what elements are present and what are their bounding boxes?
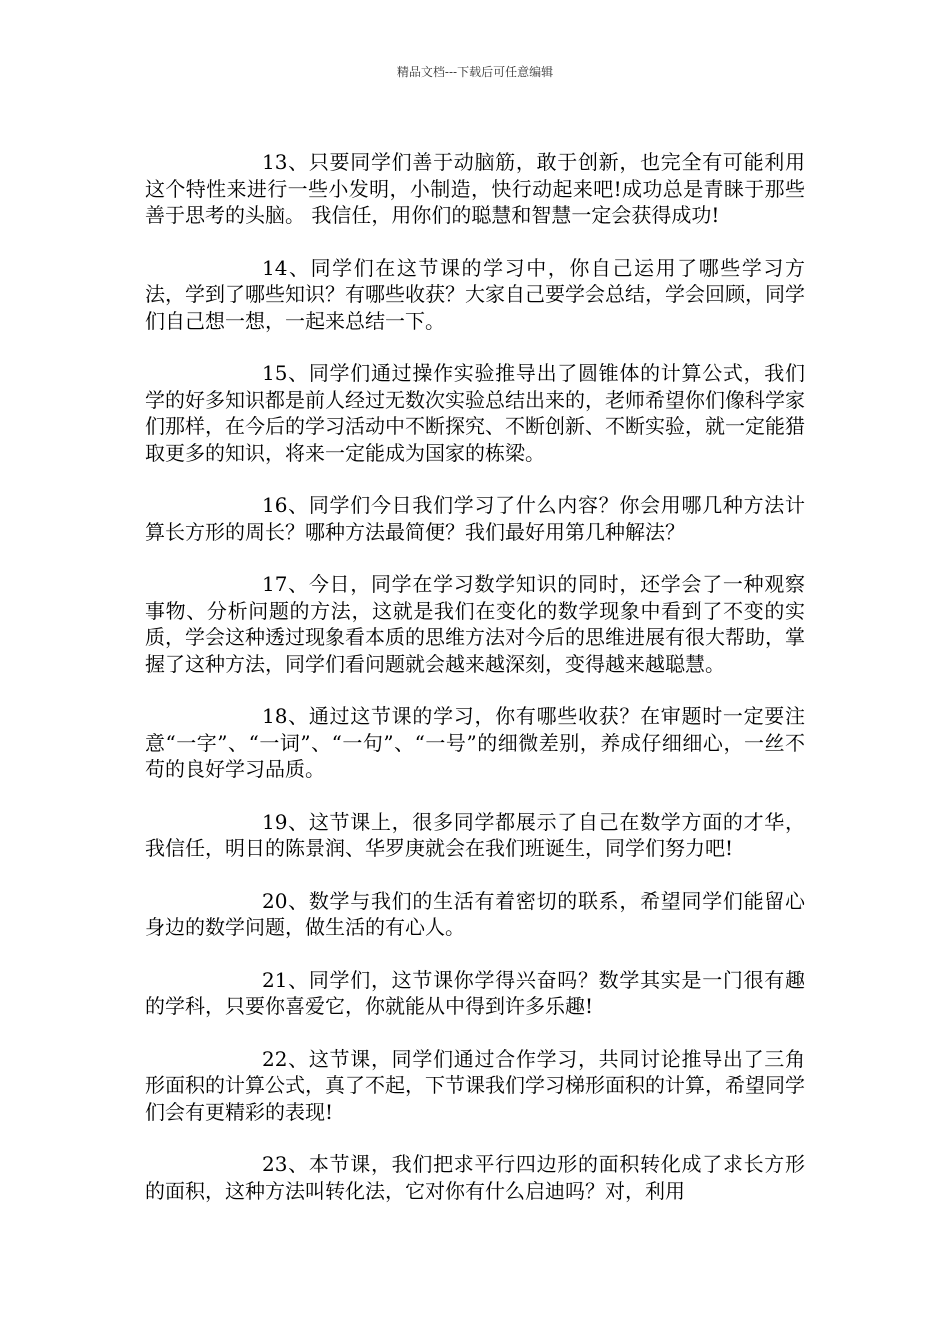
paragraph-22: 22、这节课，同学们通过合作学习，共同讨论推导出了三角形面积的计算公式，真了不起，下节课我们学习梯形面积的计算，希望同学们会有更精彩的表现! [145, 1046, 805, 1124]
paragraph-15: 15、同学们通过操作实验推导出了圆锥体的计算公式，我们学的好多知识都是前人经过无数次实验总结出来的，老师希望你们像科学家们那样，在今后的学习活动中不断探究、不断创新、不断实验，就一定能猎取更多的知识，将来一定能成为国家的栋梁。 [145, 361, 805, 465]
paragraph-16: 16、同学们今日我们学习了什么内容？你会用哪几种方法计算长方形的周长？哪种方法最简便？我们最好用第几种解法？ [145, 493, 805, 544]
paragraph-18: 18、通过这节课的学习，你有哪些收获？在审题时一定要注意“一字”、“一词”、“一句”、“一号”的细微差别，养成仔细细心，一丝不苟的良好学习品质。 [145, 704, 805, 781]
document-body [145, 149, 805, 1230]
paragraph-19: 19、这节课上，很多同学都展示了自己在数学方面的才华，我信任，明日的陈景润、华罗庚就会在我们班诞生，同学们努力吧! [145, 809, 805, 860]
paragraph-17: 17、今日，同学在学习数学知识的同时，还学会了一种观察事物、分析问题的方法，这就是我们在变化的数学现象中看到了不变的实质，学会这种透过现象看本质的思维方法对今后的思维进展有很大帮助，掌握了这种方法，同学们看问题就会越来越深刻，变得越来越聪慧。 [145, 572, 805, 676]
paragraph-20: 20、数学与我们的生活有着密切的联系，希望同学们能留心身边的数学问题，做生活的有心人。 [145, 888, 805, 939]
paragraph-14: 14、同学们在这节课的学习中，你自己运用了哪些学习方法，学到了哪些知识？有哪些收获？大家自己要学会总结，学会回顾，同学们自己想一想，一起来总结一下。 [145, 255, 805, 333]
paragraph-13: 13、只要同学们善于动脑筋，敢于创新，也完全有可能利用这个特性来进行一些小发明，小制造，快行动起来吧!成功总是青睐于那些善于思考的头脑。 我信任，用你们的聪慧和智慧一定会获得成功! [145, 150, 805, 227]
paragraph-21: 21、同学们，这节课你学得兴奋吗？数学其实是一门很有趣的学科，只要你喜爱它，你就能从中得到许多乐趣! [145, 967, 805, 1018]
page-header: 精品文档---下载后可任意编辑 [396, 65, 554, 79]
paragraph-23: 23、本节课，我们把求平行四边形的面积转化成了求长方形的面积，这种方法叫转化法，它对你有什么启迪吗？对，利用 [145, 1152, 805, 1203]
